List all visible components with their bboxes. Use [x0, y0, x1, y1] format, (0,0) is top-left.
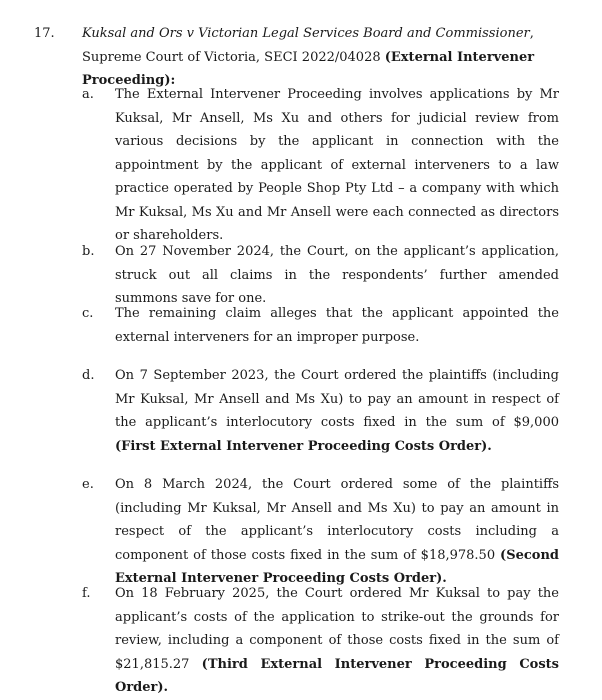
item-body: On 7 September 2023, the Court ordered the plaintiffs (including Mr Kuksal, Mr Ansell and Ms Xu) to pay an amount in respect of the applicant’s interlocutory costs fixed in the sum of $9,000	[115, 368, 559, 430]
item-text	[115, 473, 559, 591]
item-defined-term: (Third External Intervener Proceeding Costs Order).	[115, 656, 559, 695]
item-letter: d.	[82, 368, 95, 383]
paragraph-number: 17.	[34, 26, 55, 41]
case-name: Kuksal and Ors v Victorian Legal Services Board and Commissioner	[82, 26, 530, 41]
item-text	[115, 83, 559, 248]
item-text	[115, 302, 559, 349]
item-letter: c.	[82, 306, 94, 321]
item-letter: b.	[82, 244, 95, 259]
item-letter: e.	[82, 477, 94, 492]
item-defined-term: (Second External Intervener Proceeding Costs Order).	[115, 547, 559, 586]
item-body: On 27 November 2024, the Court, on the applicant’s application, struck out all claims in the respondents’ further amended summons save for one.	[115, 244, 559, 306]
item-text	[115, 240, 559, 311]
item-body: The External Intervener Proceeding involves applications by Mr Kuksal, Mr Ansell, Ms Xu and others for judicial review from various decisions by the applicant in connection with the appointment by the applicant of external interveners to a law practice operated by People Shop Pty Ltd – a company with which Mr Kuksal, Ms Xu and Mr Ansell were each connected as directors or shareholders.	[115, 87, 559, 243]
item-text	[115, 364, 559, 458]
item-body: On 18 February 2025, the Court ordered Mr Kuksal to pay the applicant’s costs of the application to strike-out the grounds for review, including a component of those costs fixed in the sum of $21,815.27	[115, 586, 559, 672]
item-defined-term: (First External Intervener Proceeding Costs Order).	[115, 438, 492, 454]
defined-term: (External Intervener Proceeding):	[82, 49, 535, 88]
item-text	[115, 582, 559, 700]
paragraph-heading	[82, 22, 577, 93]
item-letter: f.	[82, 586, 91, 601]
item-letter: a.	[82, 87, 94, 102]
item-body: On 8 March 2024, the Court ordered some of the plaintiffs (including Mr Kuksal, Mr Ansell and Ms Xu) to pay an amount in respect of the applicant’s interlocutory costs including a component of those costs fixed in the sum of $18,978.50	[115, 477, 559, 563]
item-body: The remaining claim alleges that the applicant appointed the external interveners for an improper purpose.	[115, 306, 559, 345]
court-reference: , Supreme Court of Victoria, SECI 2022/04028	[82, 26, 534, 65]
